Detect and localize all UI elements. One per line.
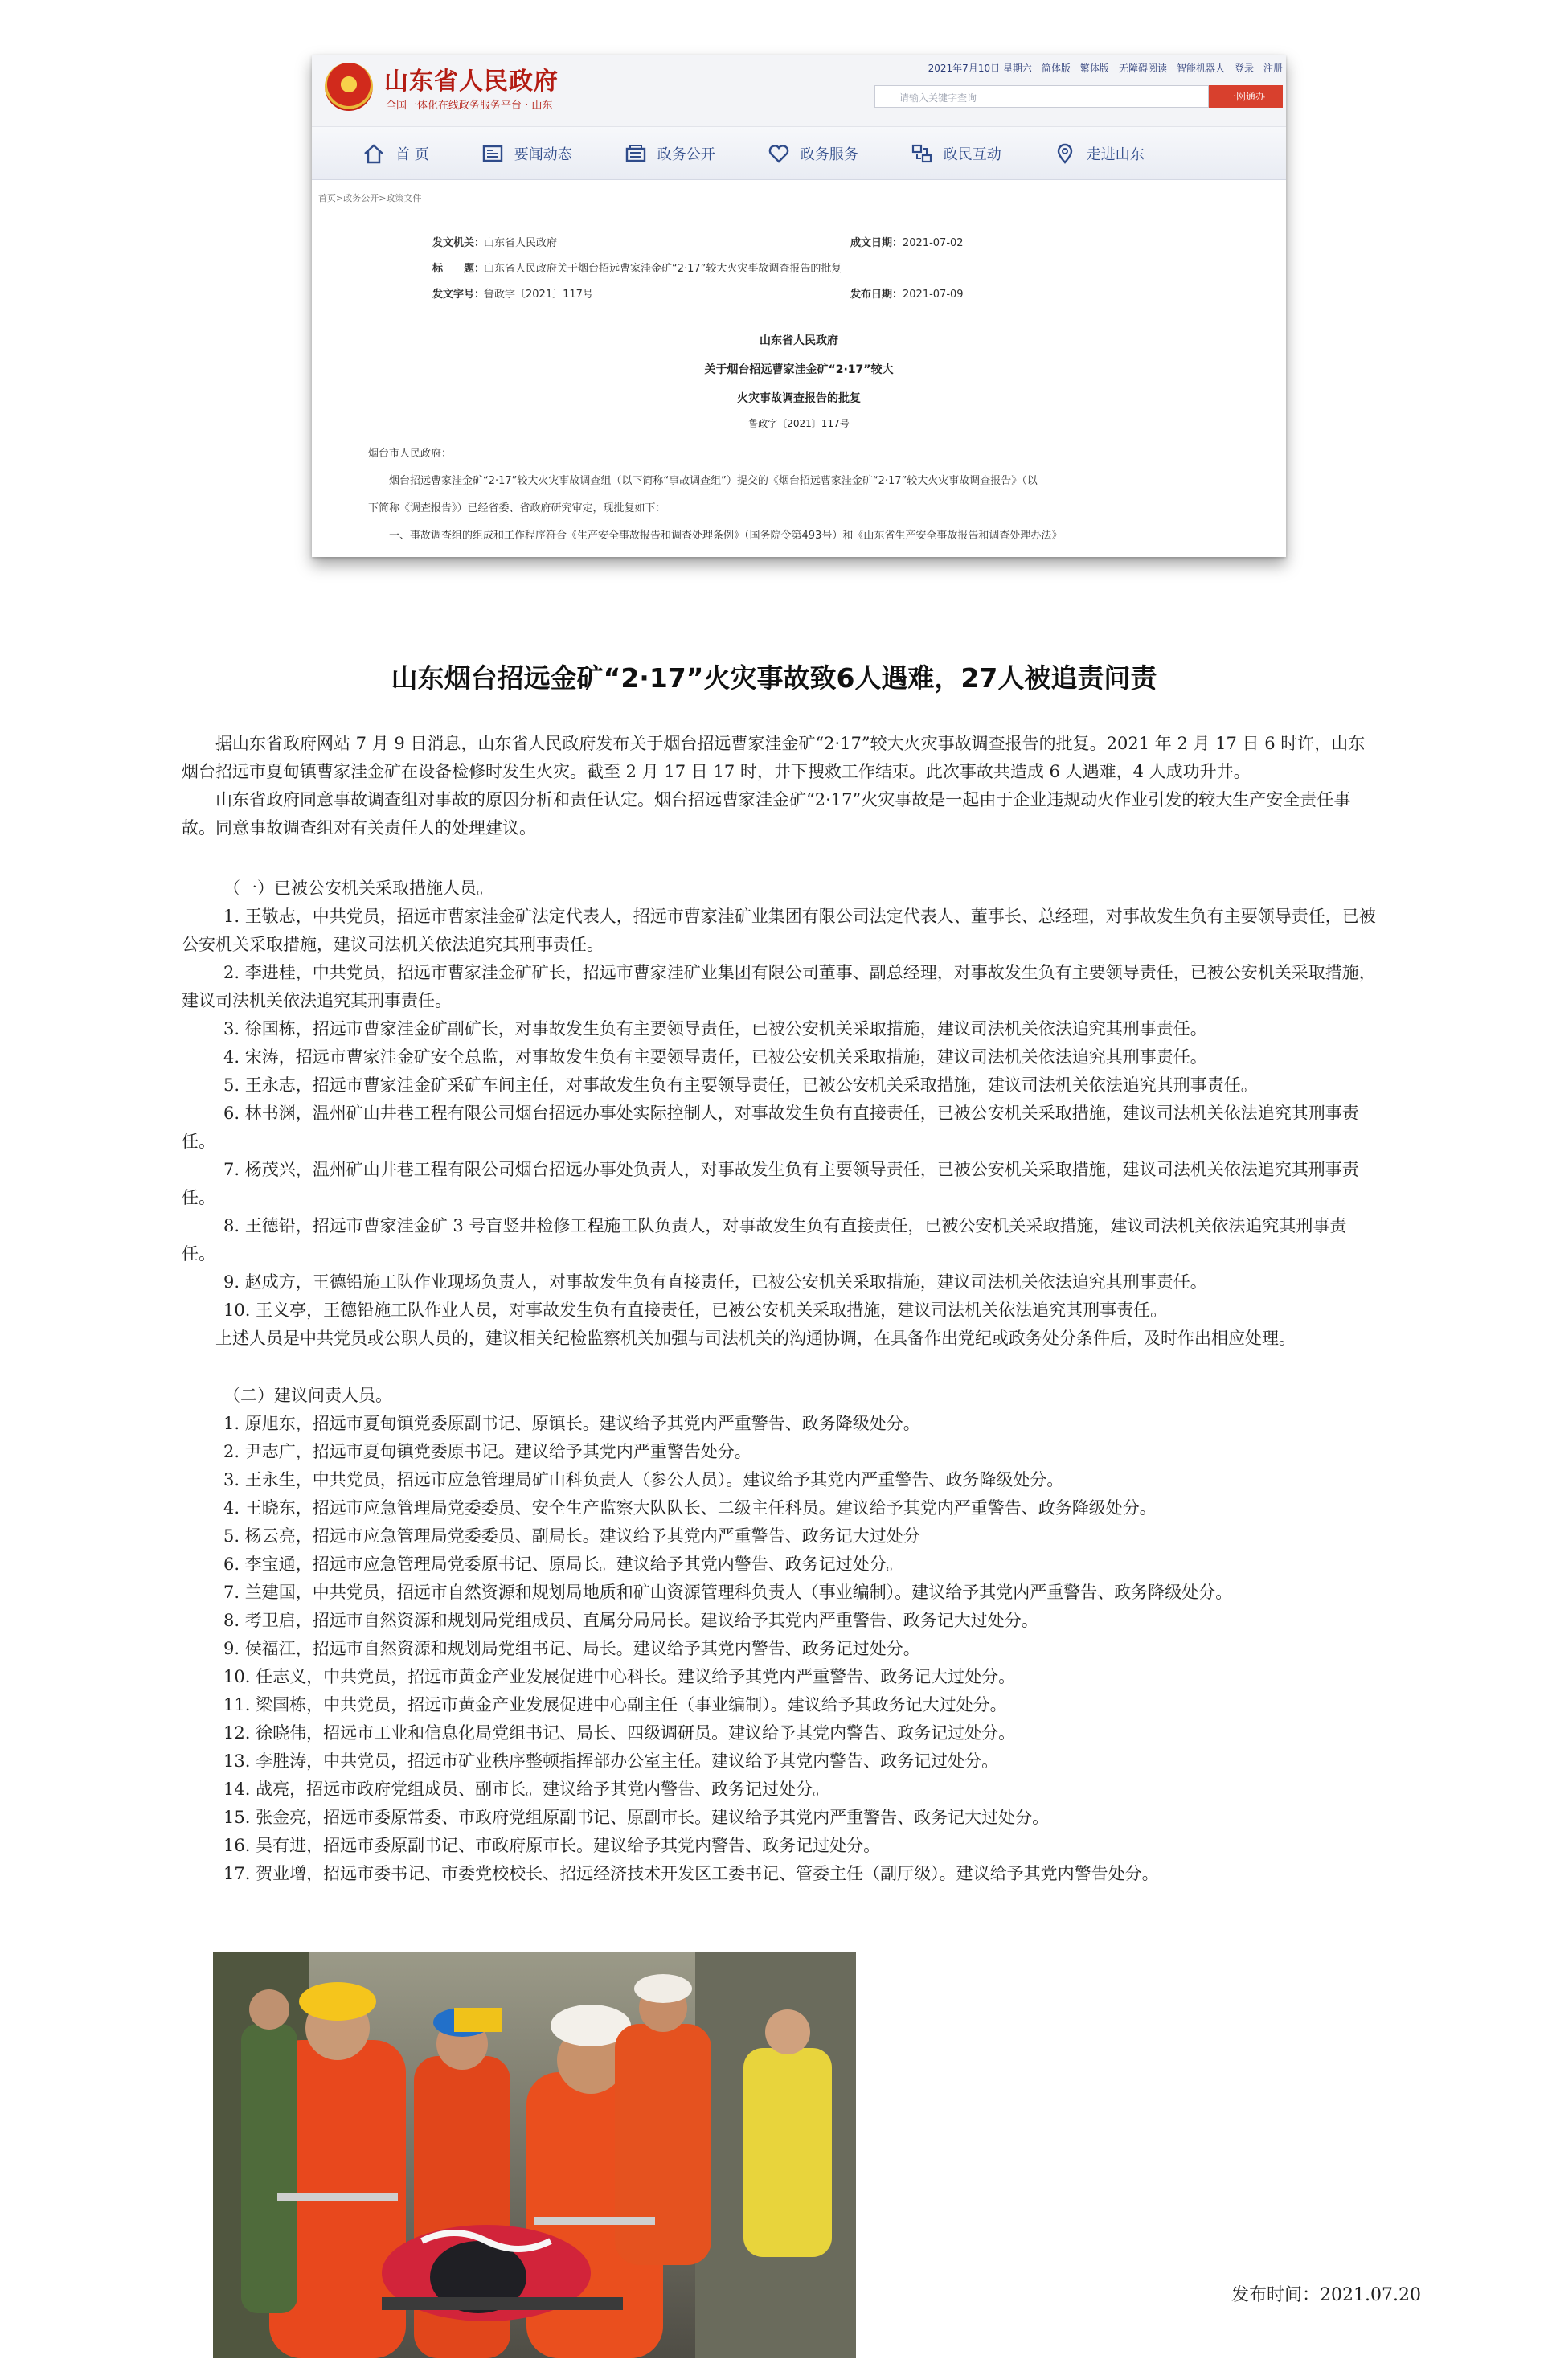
meta-docno-label: 发文字号：	[432, 289, 485, 301]
location-icon	[1053, 141, 1077, 166]
doc-body-line: 一、事故调查组的组成和工作程序符合《生产安全事故报告和调查处理条例》（国务院令第493号）和《山东省生产安全事故报告和调查处理办法》	[389, 530, 1063, 542]
section2-list-item: 5. 杨云亮，招远市应急管理局党委委员、副局长。建议给予其党内严重警告、政务记大过处分	[223, 1526, 920, 1546]
meta-docno: 鲁政字〔2021〕117号	[484, 289, 593, 301]
section2-list-item: 4. 王晓东，招远市应急管理局党委委员、安全生产监察大队队长、二级主任科员。建议给予其党内严重警告、政务降级处分。	[223, 1498, 1157, 1518]
meta-title-label: 标 题：	[432, 263, 485, 275]
section2-list-item: 2. 尹志广，招远市夏甸镇党委原书记。建议给予其党内严重警告处分。	[223, 1442, 751, 1461]
section1-list-item: 7. 杨茂兴，温州矿山井巷工程有限公司烟台招远办事处负责人，对事故发生负有主要领导责任，已被公安机关采取措施，建议司法机关依法追究其刑事责任。	[182, 1160, 1359, 1207]
section1-list-item: 8. 王德铅，招远市曹家洼金矿 3 号盲竖井检修工程施工队负责人，对事故发生负有直接责任，已被公安机关采取措施，建议司法机关依法追究其刑事责任。	[182, 1216, 1347, 1264]
section2-list-item: 14. 战亮，招远市政府党组成员、副市长。建议给予其党内警告、政务记过处分。	[223, 1780, 830, 1799]
home-icon	[362, 141, 386, 166]
nav-interaction-label: 政民互动	[943, 145, 1001, 163]
section1-list-item: 3. 徐国栋，招远市曹家洼金矿副矿长，对事故发生负有主要领导责任，已被公安机关采取措施，建议司法机关依法追究其刑事责任。	[223, 1019, 1207, 1038]
meta-issuer-row	[432, 234, 557, 249]
meta-date-label: 成文日期：	[850, 237, 903, 249]
section1-list-item: 5. 王永志，招远市曹家洼金矿采矿车间主任，对事故发生负有主要领导责任，已被公安机关采取措施，建议司法机关依法追究其刑事责任。	[223, 1075, 1258, 1095]
article-title: 山东烟台招远金矿“2·17”火灾事故致6人遇难，27人被追责问责	[391, 662, 1157, 694]
section2-list-item: 17. 贺业增，招远市委书记、市委党校校长、招远经济技术开发区工委书记、管委主任（副厅级）。建议给予其党内警告处分。	[223, 1864, 1159, 1883]
link-login[interactable]: 登录	[1234, 63, 1254, 74]
meta-pubdate: 2021-07-09	[903, 289, 964, 301]
doc-heading-org: 山东省人民政府	[760, 334, 838, 347]
section2-list-item: 13. 李胜涛，中共党员，招远市矿业秩序整顿指挥部办公室主任。建议给予其党内警告、政务记过处分。	[223, 1751, 999, 1771]
nav-shandong[interactable]	[1053, 141, 1145, 166]
portal-top-links	[928, 61, 1283, 75]
portal-search-button[interactable]: 一网通办	[1209, 85, 1283, 108]
nav-home[interactable]	[362, 141, 429, 166]
meta-date: 2021-07-02	[903, 237, 964, 249]
link-robot[interactable]: 智能机器人	[1176, 63, 1225, 74]
section2-list-item: 8. 考卫启，招远市自然资源和规划局党组成员、直属分局局长。建议给予其党内严重警告、政务记大过处分。	[223, 1611, 1038, 1630]
section1-note: 上述人员是中共党员或公职人员的，建议相关纪检监察机关加强与司法机关的沟通协调，在具备作出党纪或政务处分条件后，及时作出相应处理。	[215, 1329, 1296, 1348]
article-intro	[182, 730, 1379, 838]
portal-date: 2021年7月10日 星期六	[928, 63, 1032, 74]
nav-open-gov-label: 政务公开	[657, 145, 715, 163]
meta-docno-row	[432, 285, 593, 301]
interaction-icon	[910, 141, 934, 166]
intro-paragraph: 据山东省政府网站 7 月 9 日消息，山东省人民政府发布关于烟台招远曹家洼金矿“2·17”较大火灾事故调查报告的批复。2021 年 2 月 17 日 6 时许，山东烟台招远市夏甸镇曹家洼金矿在设备检修时发生火灾。截至 2 月 17 日 17 时，井下搜救工作结束。此次事故共造成 6 人遇难，4 人成功升井。	[182, 734, 1366, 781]
news-icon	[481, 141, 505, 166]
rescue-photo	[213, 1952, 856, 2358]
service-icon	[767, 141, 791, 166]
nav-home-label: 首 页	[395, 145, 429, 163]
nav-news[interactable]	[481, 141, 572, 166]
meta-pubdate-row	[850, 285, 964, 301]
doc-body-line: 烟台招远曹家洼金矿“2·17”较大火灾事故调查组（以下简称“事故调查组”）提交的《烟台招远曹家洼金矿“2·17”较大火灾事故调查报告》（以	[389, 475, 1038, 487]
meta-issuer-label: 发文机关：	[432, 237, 485, 249]
section1-list-item: 9. 赵成方，王德铅施工队作业现场负责人，对事故发生负有直接责任，已被公安机关采取措施，建议司法机关依法追究其刑事责任。	[223, 1272, 1207, 1292]
section2-list-item: 3. 王永生，中共党员，招远市应急管理局矿山科负责人（参公人员）。建议给予其党内严重警告、政务降级处分。	[223, 1470, 1064, 1489]
doc-heading-line2: 火灾事故调查报告的批复	[737, 392, 861, 405]
section1-list	[182, 903, 1379, 1325]
accountability-list	[182, 875, 1379, 1888]
doc-body	[368, 440, 1260, 550]
section1-heading: （一）已被公安机关采取措施人员。	[223, 879, 493, 898]
gov-portal-screenshot	[312, 55, 1286, 557]
section1-list-item: 4. 宋涛，招远市曹家洼金矿安全总监，对事故发生负有主要领导责任，已被公安机关采取措施，建议司法机关依法追究其刑事责任。	[223, 1047, 1207, 1067]
section1-list-item: 6. 林书渊，温州矿山井巷工程有限公司烟台招远办事处实际控制人，对事故发生负有直接责任，已被公安机关采取措施，建议司法机关依法追究其刑事责任。	[182, 1104, 1359, 1151]
section2-list-item: 9. 侯福江，招远市自然资源和规划局党组书记、局长。建议给予其党内警告、政务记过处分。	[223, 1639, 920, 1658]
portal-site-subtitle: 全国一体化在线政务服务平台 · 山东	[386, 100, 553, 112]
meta-date-row	[850, 234, 964, 249]
open-gov-icon	[624, 141, 648, 166]
breadcrumb[interactable]: 首页>政务公开>政策文件	[318, 193, 422, 203]
section2-list-item: 7. 兰建国，中共党员，招远市自然资源和规划局地质和矿山资源管理科负责人（事业编制）。建议给予其党内严重警告、政务降级处分。	[223, 1583, 1233, 1602]
doc-body-salutation: 烟台市人民政府：	[368, 448, 453, 460]
section2-list-item: 12. 徐晓伟，招远市工业和信息化局党组书记、局长、四级调研员。建议给予其党内警告、政务记过处分。	[223, 1723, 1016, 1743]
nav-shandong-label: 走进山东	[1086, 145, 1145, 163]
section2-list-item: 6. 李宝通，招远市应急管理局党委原书记、原局长。建议给予其党内警告、政务记过处分。	[223, 1555, 903, 1574]
section2-list-item: 15. 张金亮，招远市委原常委、市政府党组原副书记、原副市长。建议给予其党内严重警告、政务记大过处分。	[223, 1808, 1050, 1827]
portal-search-input[interactable]: 请输入关键字查询	[874, 85, 1209, 108]
meta-title-row	[432, 260, 842, 275]
nav-open-gov[interactable]	[624, 141, 715, 166]
section2-list	[182, 1410, 1379, 1888]
national-emblem-logo	[325, 63, 373, 111]
portal-header	[312, 55, 1286, 127]
doc-heading-line1: 关于烟台招远曹家洼金矿“2·17”较大	[704, 363, 894, 376]
doc-body-line: 下简称《调查报告》）已经省委、省政府研究审定，现批复如下：	[368, 502, 666, 514]
nav-news-label: 要闻动态	[514, 145, 572, 163]
nav-service-label: 政务服务	[800, 145, 858, 163]
publish-time: 发布时间：2021.07.20	[1231, 2285, 1421, 2305]
doc-heading-number: 鲁政字〔2021〕117号	[748, 418, 850, 429]
link-accessible[interactable]: 无障碍阅读	[1118, 63, 1167, 74]
intro-paragraph: 山东省政府同意事故调查组对事故的原因分析和责任认定。烟台招远曹家洼金矿“2·17”火灾事故是一起由于企业违规动火作业引发的较大生产安全责任事故。同意事故调查组对有关责任人的处理建议。	[182, 790, 1351, 838]
link-traditional[interactable]: 繁体版	[1079, 63, 1109, 74]
portal-site-title: 山东省人民政府	[384, 68, 559, 96]
portal-nav-bar	[312, 127, 1286, 180]
section1-list-item: 2. 李进桂，中共党员，招远市曹家洼金矿矿长，招远市曹家洼矿业集团有限公司董事、副总经理，对事故发生负有主要领导责任，已被公安机关采取措施，建议司法机关依法追究其刑事责任。	[182, 963, 1376, 1010]
section1-list-item: 10. 王义亭，王德铅施工队作业人员，对事故发生负有直接责任，已被公安机关采取措施，建议司法机关依法追究其刑事责任。	[223, 1301, 1168, 1320]
section1-list-item: 1. 王敬志，中共党员，招远市曹家洼金矿法定代表人，招远市曹家洼矿业集团有限公司法定代表人、董事长、总经理，对事故发生负有主要领导责任，已被公安机关采取措施，建议司法机关依法追究其刑事责任。	[182, 907, 1376, 954]
section2-list-item: 16. 吴有进，招远市委原副书记、市政府原市长。建议给予其党内警告、政务记过处分。	[223, 1836, 881, 1855]
section2-list-item: 1. 原旭东，招远市夏甸镇党委原副书记、原镇长。建议给予其党内严重警告、政务降级处分。	[223, 1414, 920, 1433]
nav-service[interactable]	[767, 141, 858, 166]
nav-interaction[interactable]	[910, 141, 1001, 166]
meta-title: 山东省人民政府关于烟台招远曹家洼金矿“2·17”较大火灾事故调查报告的批复	[484, 263, 842, 275]
link-register[interactable]: 注册	[1263, 63, 1283, 74]
meta-pubdate-label: 发布日期：	[850, 289, 903, 301]
meta-issuer: 山东省人民政府	[484, 237, 558, 249]
section2-list-item: 10. 任志义，中共党员，招远市黄金产业发展促进中心科长。建议给予其党内严重警告、政务记大过处分。	[223, 1667, 1016, 1686]
section2-heading: （二）建议问责人员。	[223, 1386, 392, 1405]
section2-list-item: 11. 梁国栋，中共党员，招远市黄金产业发展促进中心副主任（事业编制）。建议给予其政务记大过处分。	[223, 1695, 1007, 1714]
link-simplified[interactable]: 简体版	[1041, 63, 1071, 74]
